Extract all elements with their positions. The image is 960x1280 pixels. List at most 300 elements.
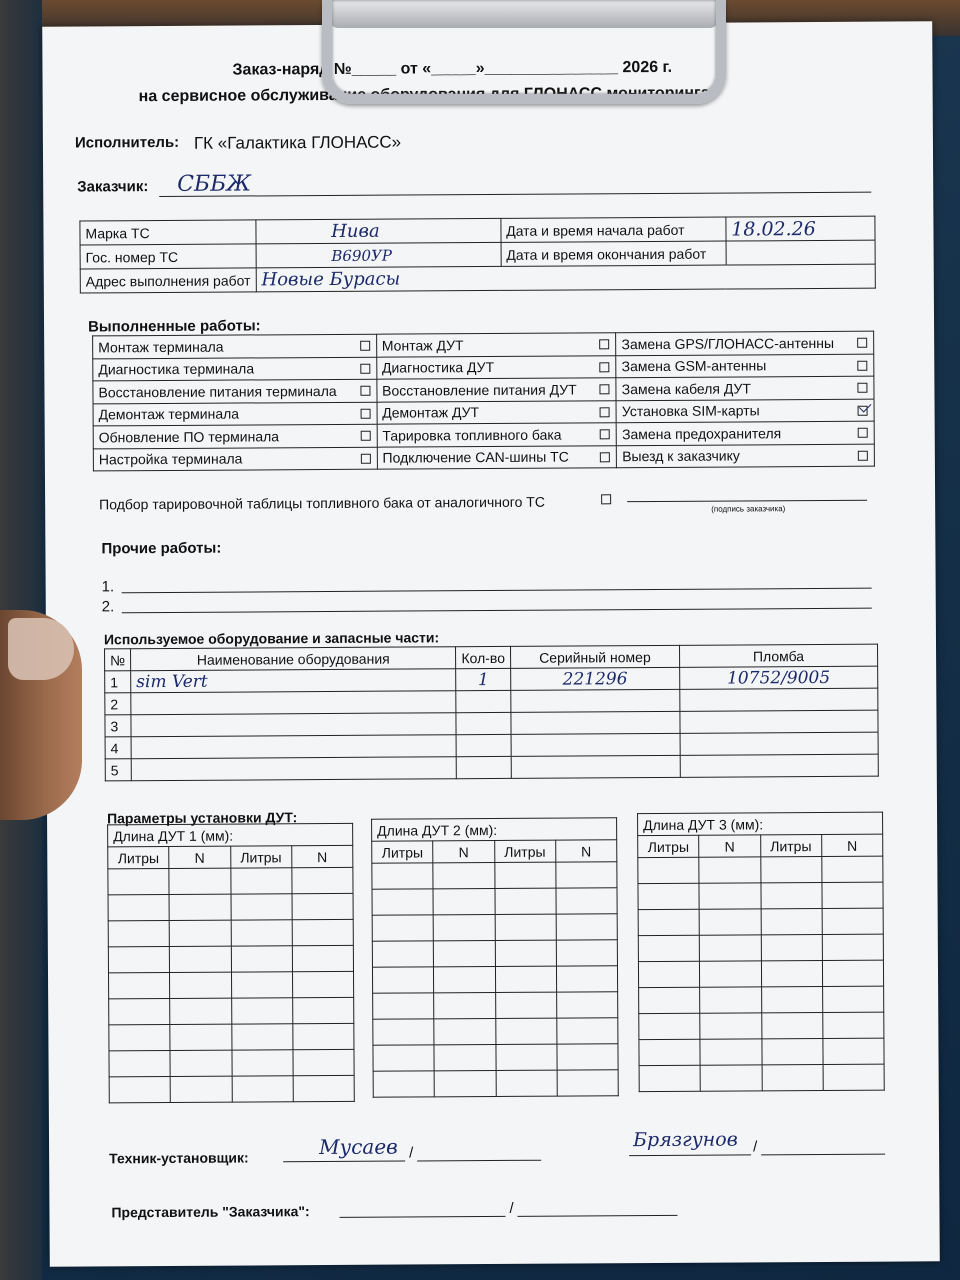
dut-cell[interactable] <box>700 961 761 987</box>
dut-cell[interactable] <box>761 1012 822 1038</box>
technician-slash-2: / <box>753 1138 758 1156</box>
customer-rep-label: Представитель "Заказчика": <box>111 1203 310 1221</box>
dut-cell[interactable] <box>699 857 760 883</box>
thumbnail <box>8 618 74 680</box>
technician-line-4[interactable] <box>761 1154 885 1156</box>
dut-cell[interactable] <box>639 987 700 1013</box>
work-item[interactable] <box>616 376 874 400</box>
dut-cell[interactable] <box>823 1038 884 1064</box>
dut-row <box>638 856 883 883</box>
dut-cell[interactable] <box>556 966 617 992</box>
work-item[interactable] <box>93 424 377 448</box>
equipment-cell[interactable] <box>457 756 512 778</box>
dut-cell[interactable] <box>170 972 231 998</box>
work-item-checkbox[interactable] <box>600 384 610 394</box>
equipment-cell[interactable] <box>680 754 878 777</box>
equipment-cell[interactable] <box>511 711 680 734</box>
work-item-label: Установка SIM-карты <box>621 402 760 420</box>
dut-cell[interactable] <box>434 1070 495 1096</box>
dut-cell[interactable] <box>292 867 353 893</box>
dut-cell[interactable] <box>170 1024 231 1050</box>
equipment-cell <box>105 671 131 693</box>
dut-cell[interactable] <box>761 986 822 1012</box>
dut-row <box>638 882 883 909</box>
work-item-checkbox[interactable] <box>360 431 370 441</box>
dut-column-header: N <box>821 834 882 856</box>
work-item[interactable] <box>93 357 377 381</box>
dut-cell[interactable] <box>639 1013 700 1039</box>
title-line-2: на сервисное обслуживание оборудования для ГЛОНАСС мониторинга <box>138 84 710 106</box>
dut-row <box>109 997 354 1024</box>
dut-cell[interactable] <box>170 1076 231 1102</box>
dut-cell[interactable] <box>557 1018 618 1044</box>
work-item-label: Восстановление питания терминала <box>98 382 337 401</box>
executor-label: Исполнитель: <box>74 133 180 152</box>
calibration-checkbox[interactable] <box>601 494 611 504</box>
dut-row <box>372 940 617 967</box>
dut-cell[interactable] <box>761 1038 822 1064</box>
dut-cell[interactable] <box>638 883 699 909</box>
dut-row <box>638 960 883 987</box>
dut-header-row <box>638 834 883 857</box>
dut-cell[interactable] <box>372 967 433 993</box>
work-item-label: Демонтаж терминала <box>98 405 240 423</box>
dut-cell[interactable] <box>494 862 555 888</box>
dut-cell[interactable] <box>556 940 617 966</box>
work-item[interactable] <box>377 400 617 424</box>
work-item-checkbox[interactable] <box>360 363 370 373</box>
work-item-checkbox[interactable] <box>857 360 867 370</box>
dut-cell[interactable] <box>700 987 761 1013</box>
dut-cell[interactable] <box>639 1065 700 1091</box>
dut-cell[interactable] <box>700 1065 761 1091</box>
work-item-checkbox[interactable] <box>360 386 370 396</box>
plate-label: Гос. номер ТС <box>80 244 256 269</box>
dut-cell[interactable] <box>108 894 169 920</box>
dut-row <box>639 1038 884 1065</box>
work-item[interactable] <box>617 444 875 468</box>
other-line-1[interactable] <box>122 588 872 594</box>
dut-cell[interactable] <box>433 862 494 888</box>
dut-cell[interactable] <box>372 941 433 967</box>
brand-field[interactable] <box>256 218 501 243</box>
dut-column-header: Литры <box>372 841 433 863</box>
technician-label: Техник-установщик: <box>109 1149 249 1167</box>
dut-cell[interactable] <box>108 868 169 894</box>
dut-cell[interactable] <box>108 920 169 946</box>
dut-row <box>638 934 883 961</box>
equipment-cell[interactable] <box>131 691 456 715</box>
dut-cell[interactable] <box>372 915 433 941</box>
equipment-cell-value: 10752/9005 <box>727 667 831 689</box>
dut-cell[interactable] <box>293 1049 354 1075</box>
technician-signature-1: Мусаев <box>318 1134 398 1160</box>
work-item-label: Выезд к заказчику <box>622 447 740 465</box>
dut-row <box>109 1075 354 1102</box>
work-item-label: Демонтаж ДУТ <box>382 404 480 421</box>
equipment-table <box>104 644 879 782</box>
other-item-1: 1. <box>101 578 115 596</box>
dut-cell[interactable] <box>700 1013 761 1039</box>
dut-length-row <box>638 812 883 835</box>
dut-cell[interactable] <box>823 1012 884 1038</box>
dut-cell[interactable] <box>109 998 170 1024</box>
work-item-checkbox[interactable] <box>858 450 868 460</box>
equipment-row <box>105 754 878 781</box>
dut-cell[interactable] <box>434 966 495 992</box>
dut-cell[interactable] <box>170 946 231 972</box>
dut-cell[interactable] <box>231 972 292 998</box>
work-item-checkbox[interactable] <box>857 338 867 348</box>
dut-cell[interactable] <box>638 909 699 935</box>
technician-line-1[interactable] <box>283 1161 405 1163</box>
work-item-checkbox[interactable] <box>600 362 610 372</box>
equipment-cell-value: 1 <box>477 669 489 690</box>
equipment-cell[interactable] <box>511 733 680 756</box>
works-title: Выполненные работы: <box>88 317 261 336</box>
plate-field[interactable] <box>256 242 501 267</box>
dut-row <box>639 1012 884 1039</box>
dut-cell[interactable] <box>372 863 433 889</box>
dut-row <box>108 893 353 920</box>
work-item[interactable] <box>93 379 377 403</box>
dut-table <box>371 817 619 1097</box>
work-item-checkbox[interactable] <box>360 453 370 463</box>
dut-cell[interactable] <box>109 1050 170 1076</box>
equipment-cell[interactable] <box>511 755 680 778</box>
dut-row <box>373 1018 618 1045</box>
dut-cell[interactable] <box>433 888 494 914</box>
dut-cell[interactable] <box>556 888 617 914</box>
equipment-cell-value: 221296 <box>562 668 628 690</box>
work-item-label: Монтаж ДУТ <box>381 336 464 354</box>
dut-row <box>108 945 353 972</box>
dut-cell[interactable] <box>231 894 292 920</box>
dut-cell[interactable] <box>822 934 883 960</box>
work-item[interactable] <box>377 378 617 402</box>
dut-cell[interactable] <box>761 934 822 960</box>
end-field[interactable] <box>726 240 875 265</box>
dut-column-header: N <box>555 840 616 862</box>
dut-cell[interactable] <box>494 888 555 914</box>
dut-header-row <box>372 840 617 863</box>
dut-cell[interactable] <box>760 856 821 882</box>
dut-cell[interactable] <box>230 868 291 894</box>
dut-cell[interactable] <box>761 908 822 934</box>
equipment-title: Используемое оборудование и запасные части: <box>103 629 440 648</box>
work-item[interactable] <box>377 423 617 447</box>
work-item-label: Восстановление питания ДУТ <box>382 381 577 399</box>
dut-cell[interactable] <box>700 1039 761 1065</box>
customer-rep-line-2[interactable] <box>517 1215 677 1217</box>
dut-cell[interactable] <box>373 993 434 1019</box>
customer-rep-slash: / <box>509 1199 514 1217</box>
title-line-1: Заказ-наряд №_____ от «_____»_______________ 2026 г. <box>232 58 673 79</box>
technician-slash-1: / <box>409 1144 414 1162</box>
equipment-cell[interactable] <box>680 688 878 711</box>
dut-row <box>108 919 353 946</box>
equipment-header: № <box>105 649 131 671</box>
dut-cell[interactable] <box>495 992 556 1018</box>
work-order-sheet <box>42 21 940 1266</box>
work-item[interactable] <box>376 355 616 379</box>
dut-length-label[interactable]: Длина ДУТ 3 (мм): <box>638 812 883 835</box>
dut-cell[interactable] <box>638 935 699 961</box>
dut-cell[interactable] <box>231 1024 292 1050</box>
address-field[interactable] <box>256 264 875 292</box>
dut-row <box>372 888 617 915</box>
address-label: Адрес выполнения работ <box>80 268 256 293</box>
technician-line-3[interactable] <box>629 1154 751 1156</box>
work-item-checkbox[interactable] <box>600 407 610 417</box>
other-title: Прочие работы: <box>101 539 222 558</box>
dut-column-header: N <box>291 845 352 867</box>
dut-row <box>639 986 884 1013</box>
dut-length-row <box>108 823 353 846</box>
dut-cell[interactable] <box>699 909 760 935</box>
equipment-cell[interactable] <box>456 712 511 734</box>
equipment-cell[interactable] <box>456 734 511 756</box>
dut-cell[interactable] <box>292 971 353 997</box>
equipment-header: Кол-во <box>456 646 511 668</box>
dut-cell[interactable] <box>292 997 353 1023</box>
dut-row <box>372 914 617 941</box>
dut-row <box>109 1023 354 1050</box>
work-item[interactable] <box>616 354 874 378</box>
dut-cell[interactable] <box>109 1024 170 1050</box>
plate-value: В690УР <box>331 246 392 265</box>
dut-cell[interactable] <box>108 946 169 972</box>
work-item-checkbox[interactable] <box>599 339 609 349</box>
equipment-header: Серийный номер <box>510 645 679 668</box>
dut-cell[interactable] <box>293 1023 354 1049</box>
work-item-label: Замена кабеля ДУТ <box>621 380 751 397</box>
dut-row <box>372 862 617 889</box>
work-item-checkbox[interactable] <box>600 429 610 439</box>
dut-cell[interactable] <box>495 1018 556 1044</box>
dut-table <box>637 812 885 1092</box>
signature-line <box>627 500 867 502</box>
dut-cell[interactable] <box>169 868 230 894</box>
work-item-label: Диагностика терминала <box>98 360 255 378</box>
equipment-cell <box>105 693 131 715</box>
dut-column-header: Литры <box>230 846 291 868</box>
dut-cell[interactable] <box>373 1019 434 1045</box>
dut-title: Параметры установки ДУТ: <box>107 809 298 827</box>
customer-label: Заказчик: <box>77 178 149 196</box>
work-item[interactable] <box>616 399 874 423</box>
dut-cell[interactable] <box>639 1039 700 1065</box>
dut-row <box>373 992 618 1019</box>
dut-cell[interactable] <box>822 986 883 1012</box>
work-item-checkbox[interactable] <box>600 452 610 462</box>
dut-header-row <box>108 845 353 868</box>
dut-cell[interactable] <box>557 1070 618 1096</box>
work-item-label: Замена GPS/ГЛОНАСС-антенны <box>621 334 835 352</box>
equipment-header: Пломба <box>679 644 877 667</box>
dut-cell[interactable] <box>373 1071 434 1097</box>
dut-row <box>638 908 883 935</box>
equipment-cell[interactable] <box>680 732 878 755</box>
dut-row <box>373 1070 618 1097</box>
other-item-2: 2. <box>101 598 115 616</box>
dut-cell[interactable] <box>556 914 617 940</box>
dut-table <box>107 823 355 1103</box>
end-label: Дата и время окончания работ <box>501 241 726 266</box>
dut-length-label[interactable]: Длина ДУТ 1 (мм): <box>108 823 353 846</box>
dut-column-header: Литры <box>494 840 555 862</box>
dut-length-row <box>372 818 617 841</box>
work-item-checkbox[interactable] <box>360 341 370 351</box>
start-value: 18.02.26 <box>731 217 816 241</box>
dut-cell[interactable] <box>557 1044 618 1070</box>
dut-cell[interactable] <box>372 889 433 915</box>
dut-cell[interactable] <box>638 961 699 987</box>
work-item[interactable] <box>93 334 377 358</box>
dut-cell[interactable] <box>495 966 556 992</box>
work-item[interactable] <box>616 331 874 355</box>
work-item-label: Диагностика ДУТ <box>381 359 495 376</box>
work-item-label: Тарировка топливного бака <box>382 426 562 444</box>
dut-column-header: Литры <box>108 846 169 868</box>
dut-row <box>109 971 354 998</box>
equipment-row-number: 5 <box>110 761 119 778</box>
work-item-label: Настройка терминала <box>98 450 243 468</box>
dut-cell[interactable] <box>293 1075 354 1101</box>
equipment-cell[interactable] <box>131 713 456 737</box>
dut-cell[interactable] <box>434 1018 495 1044</box>
work-item-label: Обновление ПО терминала <box>98 428 280 446</box>
work-item-checkbox[interactable] <box>360 408 370 418</box>
dut-cell[interactable] <box>556 862 617 888</box>
dut-column-header: N <box>699 835 760 857</box>
equipment-row-number: 2 <box>110 695 119 712</box>
equipment-cell[interactable] <box>131 735 456 759</box>
dut-cell[interactable] <box>822 908 883 934</box>
vehicle-table <box>79 216 875 294</box>
work-item-label: Замена GSM-антенны <box>621 357 767 375</box>
equipment-cell <box>105 715 131 737</box>
equipment-cell <box>105 737 131 759</box>
dut-cell[interactable] <box>169 920 230 946</box>
dut-cell[interactable] <box>823 1064 884 1090</box>
work-item-checkbox[interactable] <box>858 428 868 438</box>
equipment-cell[interactable] <box>456 668 511 690</box>
dut-cell[interactable] <box>434 940 495 966</box>
dut-cell[interactable] <box>292 945 353 971</box>
equipment-cell[interactable] <box>679 666 877 689</box>
dut-row <box>372 966 617 993</box>
equipment-cell[interactable] <box>680 710 878 733</box>
start-label: Дата и время начала работ <box>501 217 726 242</box>
equipment-cell[interactable] <box>131 757 456 781</box>
equipment-header: Наименование оборудования <box>131 647 456 671</box>
work-item-label: Монтаж терминала <box>98 338 224 356</box>
dut-cell[interactable] <box>292 893 353 919</box>
dut-cell[interactable] <box>292 919 353 945</box>
dut-column-header: Литры <box>760 834 821 856</box>
dut-cell[interactable] <box>169 894 230 920</box>
dut-cell[interactable] <box>699 883 760 909</box>
dut-cell[interactable] <box>434 1044 495 1070</box>
clipboard-clip <box>322 0 726 104</box>
dut-cell[interactable] <box>434 992 495 1018</box>
dut-cell[interactable] <box>231 1050 292 1076</box>
brand-value: Нива <box>331 220 380 242</box>
executor-value: ГК «Галактика ГЛОНАСС» <box>193 132 402 153</box>
equipment-row-number: 1 <box>110 673 119 690</box>
dut-cell[interactable] <box>373 1045 434 1071</box>
technician-line-2[interactable] <box>417 1160 541 1162</box>
dut-length-label[interactable]: Длина ДУТ 2 (мм): <box>372 818 617 841</box>
dut-column-header: N <box>433 840 494 862</box>
dut-cell[interactable] <box>232 1076 293 1102</box>
equipment-cell-value: sim Vert <box>136 671 208 692</box>
dut-column-header: Литры <box>638 835 699 857</box>
dut-cell[interactable] <box>231 920 292 946</box>
dut-row <box>108 867 353 894</box>
dut-cell[interactable] <box>109 1076 170 1102</box>
dut-cell[interactable] <box>638 857 699 883</box>
dut-cell[interactable] <box>433 914 494 940</box>
works-table <box>92 331 875 472</box>
equipment-cell[interactable] <box>511 667 680 690</box>
dut-cell[interactable] <box>170 1050 231 1076</box>
dut-cell[interactable] <box>495 940 556 966</box>
work-item[interactable] <box>616 421 874 445</box>
dut-cell[interactable] <box>556 992 617 1018</box>
start-field[interactable] <box>726 216 875 241</box>
dut-row <box>109 1049 354 1076</box>
dut-cell[interactable] <box>495 1044 556 1070</box>
work-item-label: Подключение CAN-шины ТС <box>382 448 569 466</box>
work-item-checkbox[interactable] <box>858 405 868 415</box>
dut-cell[interactable] <box>822 856 883 882</box>
dut-cell[interactable] <box>231 946 292 972</box>
dut-row <box>639 1064 884 1091</box>
dut-cell[interactable] <box>496 1070 557 1096</box>
dut-cell[interactable] <box>761 960 822 986</box>
dut-cell[interactable] <box>760 882 821 908</box>
customer-rep-line-1[interactable] <box>339 1216 505 1218</box>
dut-cell[interactable] <box>822 960 883 986</box>
dut-cell[interactable] <box>170 998 231 1024</box>
work-item-checkbox[interactable] <box>857 383 867 393</box>
work-item[interactable] <box>93 402 377 426</box>
work-item[interactable] <box>376 333 616 357</box>
work-item-label: Замена предохранителя <box>621 424 782 442</box>
works-row <box>93 444 874 471</box>
dut-cell[interactable] <box>822 882 883 908</box>
equipment-row-number: 4 <box>110 739 119 756</box>
other-line-2[interactable] <box>122 608 872 614</box>
dut-cell[interactable] <box>762 1064 823 1090</box>
dut-cell[interactable] <box>231 998 292 1024</box>
equipment-cell[interactable] <box>131 669 456 693</box>
customer-value[interactable]: СББЖ <box>177 171 252 197</box>
work-item[interactable] <box>377 445 617 469</box>
brand-label: Марка ТС <box>80 220 256 245</box>
calibration-label: Подбор тарировочной таблицы топливного бака от аналогичного ТС <box>99 493 545 513</box>
work-item[interactable] <box>93 447 377 471</box>
dut-cell[interactable] <box>700 935 761 961</box>
technician-signature-2: Брязгунов <box>632 1128 738 1152</box>
equipment-cell[interactable] <box>511 689 680 712</box>
dut-cell[interactable] <box>109 972 170 998</box>
customer-underline <box>159 192 871 197</box>
equipment-cell[interactable] <box>456 690 511 712</box>
dut-cell[interactable] <box>495 914 556 940</box>
